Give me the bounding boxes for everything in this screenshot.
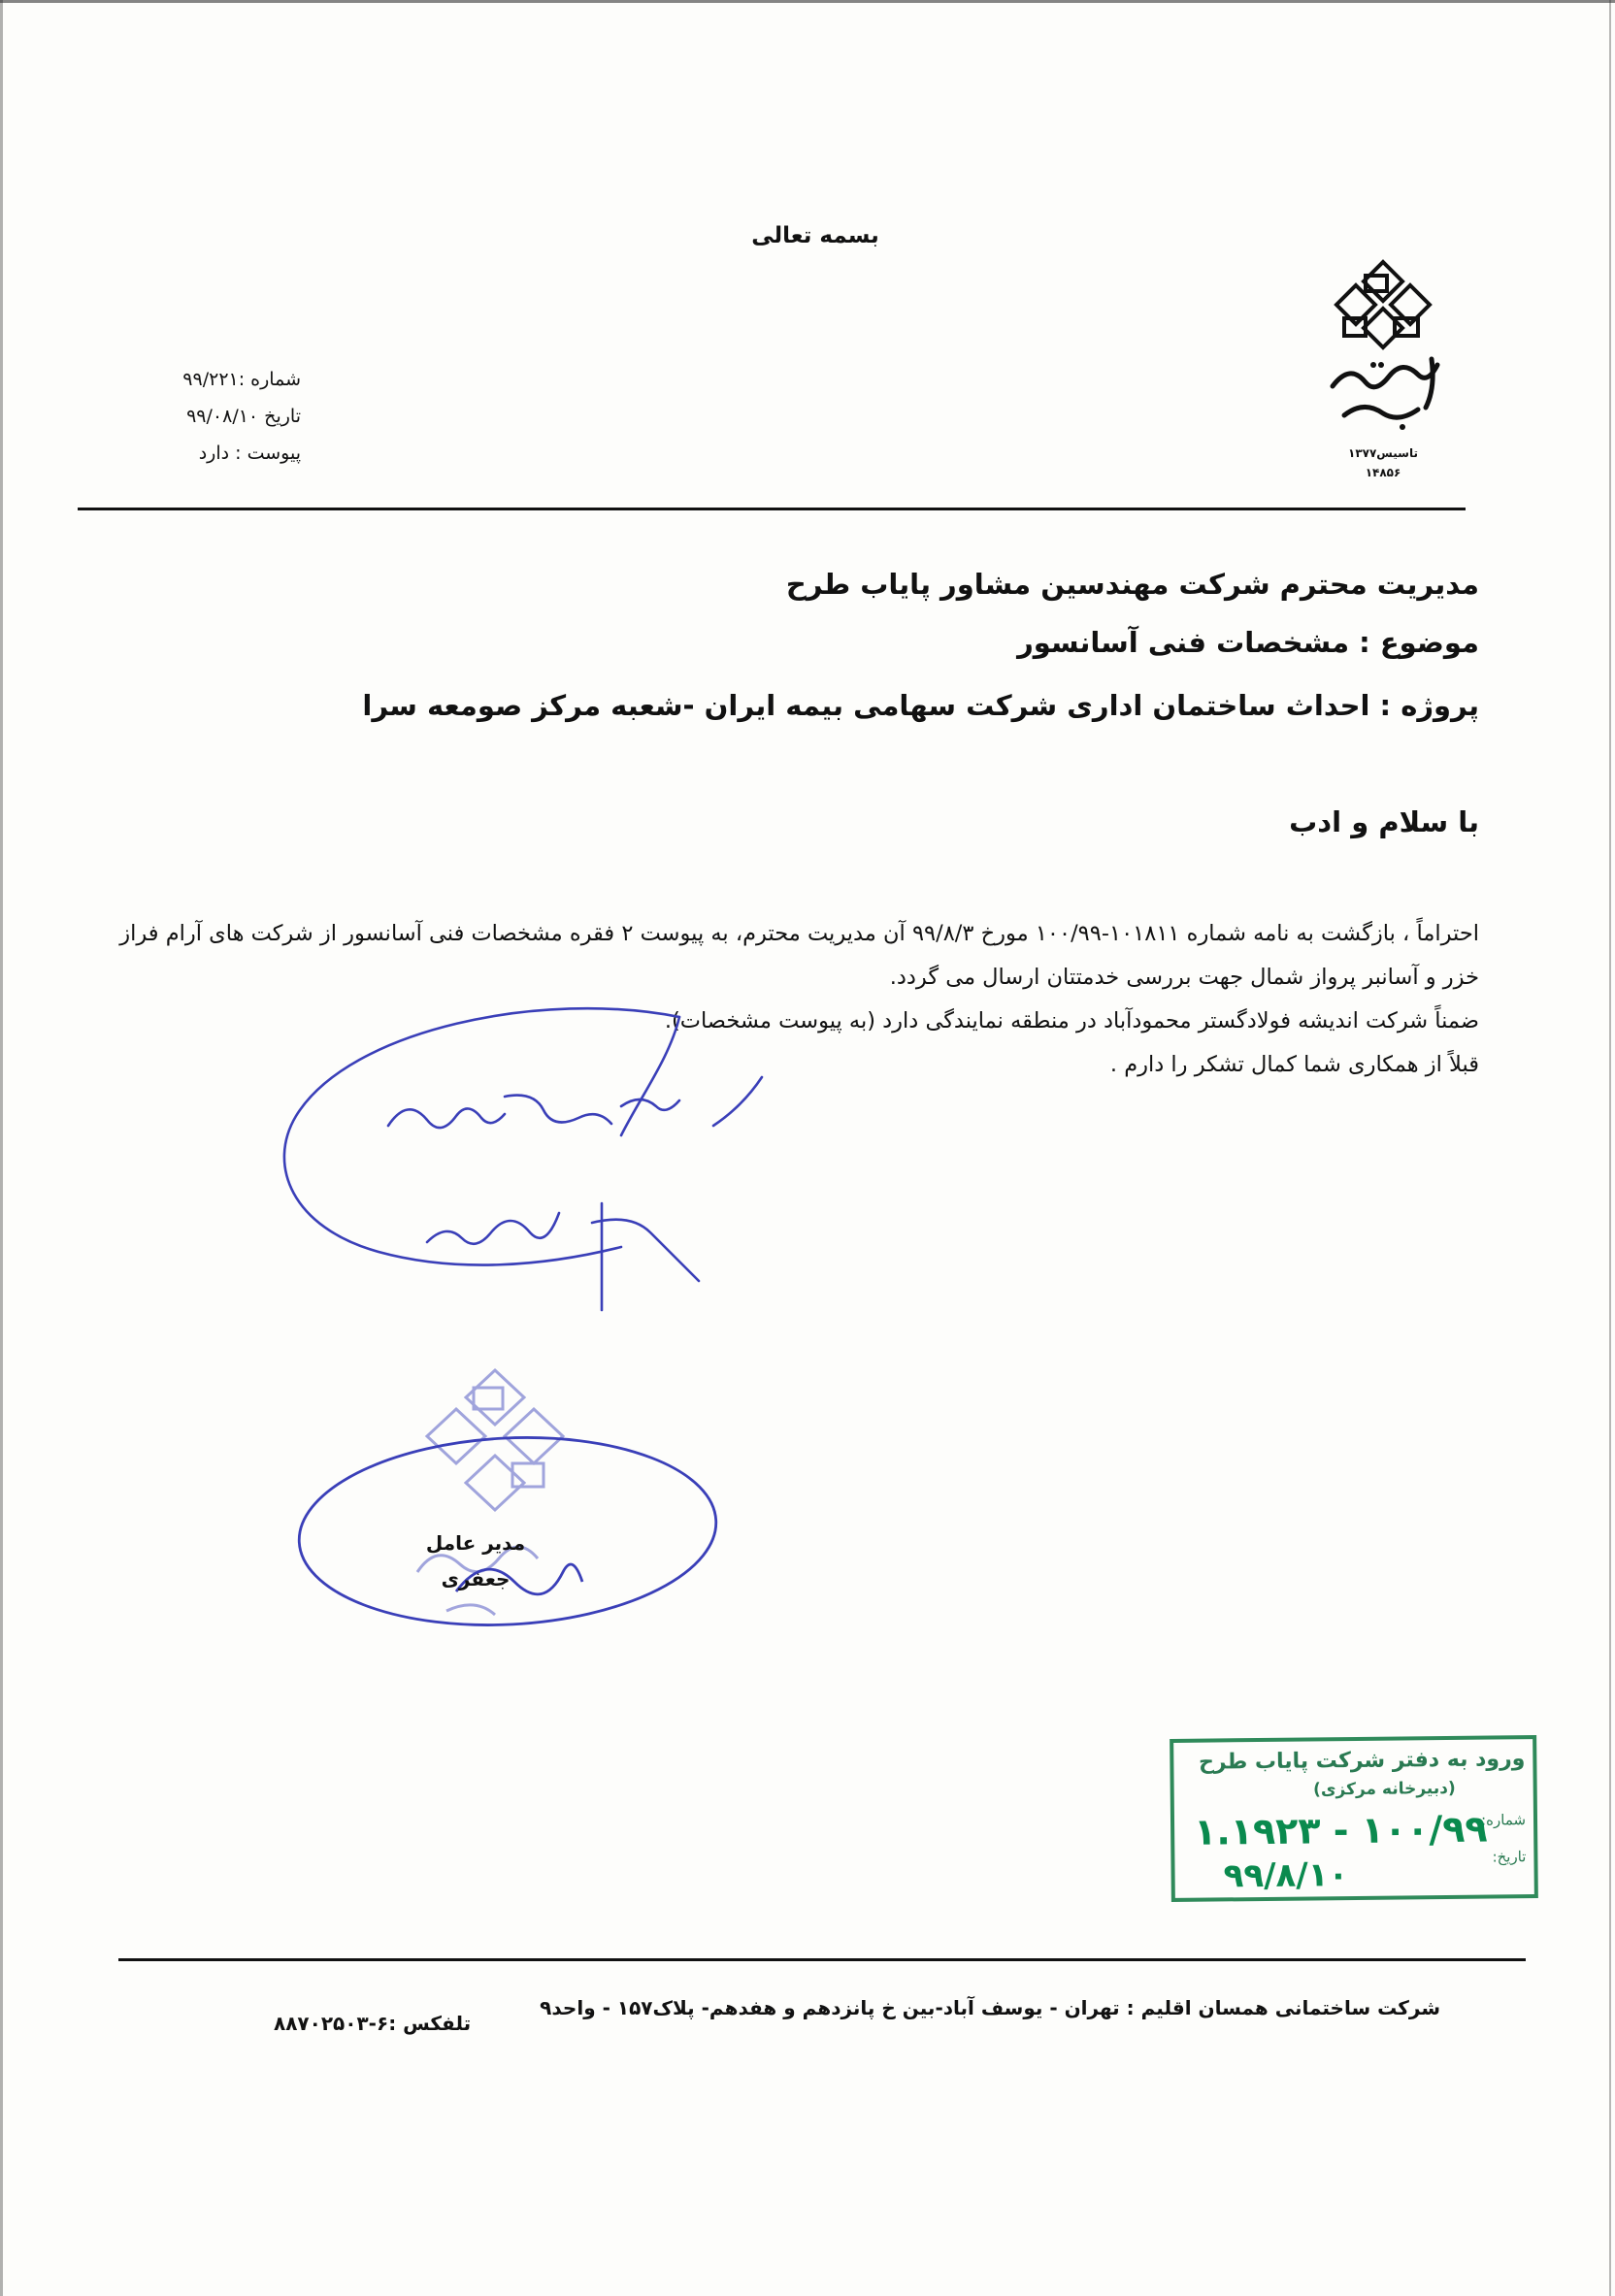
stamp-title: ورود به دفتر شرکت پایاب طرح — [1198, 1747, 1526, 1775]
logo-registration: ۱۴۸۵۶ — [1365, 466, 1401, 479]
footer-address: شرکت ساختمانی همسان اقلیم : تهران - یوسف آباد-بین خ پانزدهم و هفدهم- پلاک۱۵۷ - واحد۹ — [540, 1996, 1440, 2019]
recipient-line: مدیریت محترم شرکت مهندسین مشاور پایاب طرح — [785, 568, 1479, 601]
letter-body — [115, 912, 1479, 1087]
header-divider — [78, 508, 1466, 510]
scan-edge — [1609, 0, 1611, 2296]
footer-phone: تلفکس :۶-۸۸۷۰۲۵۰۳ — [274, 2012, 472, 2035]
company-logo — [1305, 250, 1461, 493]
logo-founded: تاسیس۱۳۷۷ — [1348, 446, 1418, 460]
letter-date: تاریخ ۹۹/۰۸/۱۰ — [186, 406, 301, 427]
footer-divider — [118, 1958, 1526, 1961]
body-paragraph: قبلاً از همکاری شما کمال تشکر را دارم . — [1109, 1052, 1479, 1077]
subject-line: موضوع : مشخصات فنی آسانسور — [1017, 626, 1479, 659]
logo-emblem-icon — [1305, 250, 1461, 444]
greeting: با سلام و ادب — [1289, 805, 1479, 838]
stamp-number-value: ۱۰۰/۹۹ - ۱.۱۹۲۳ — [1193, 1807, 1488, 1853]
signatory-block — [388, 1525, 563, 1597]
letter-number: شماره :۹۹/۲۲۱ — [182, 369, 301, 390]
signatory-title: مدیر عامل — [425, 1531, 526, 1555]
stamp-date-value: ۹۹/۸/۱۰ — [1223, 1855, 1349, 1896]
stamp-subtitle: (دبیرخانه مرکزی) — [1313, 1778, 1456, 1800]
scan-edge — [0, 0, 3, 2296]
receipt-stamp — [1170, 1735, 1538, 1902]
body-paragraph: ضمناً شرکت اندیشه فولادگستر محمودآباد در منطقه نمایندگی دارد (به پیوست مشخصات). — [664, 1008, 1479, 1033]
stamp-number-label: شماره: — [1480, 1811, 1527, 1829]
body-paragraph: احتراماً ، بازگشت به نامه شماره ۱۰۱۸۱۱-۱۰۰/۹۹ مورخ ۹۹/۸/۳ آن مدیریت محترم، به پیوست ۲ فقره مشخصات فنی آسانسور از شرکت های آرام فراز خزر و آسانبر پرواز شمال جهت بررسی خدمتتان ارسال می گردد. — [119, 921, 1479, 990]
letter-meta — [136, 361, 301, 472]
project-line: پروژه : احداث ساختمان اداری شرکت سهامی بیمه ایران -شعبه مرکز صومعه سرا — [362, 689, 1479, 722]
letter-attachment: پیوست : دارد — [198, 443, 301, 464]
signatory-name: جعفری — [441, 1567, 511, 1591]
basmala-heading: بسمه تعالی — [751, 223, 879, 248]
stamp-date-label: تاریخ: — [1492, 1848, 1527, 1866]
scan-edge — [0, 0, 1615, 3]
